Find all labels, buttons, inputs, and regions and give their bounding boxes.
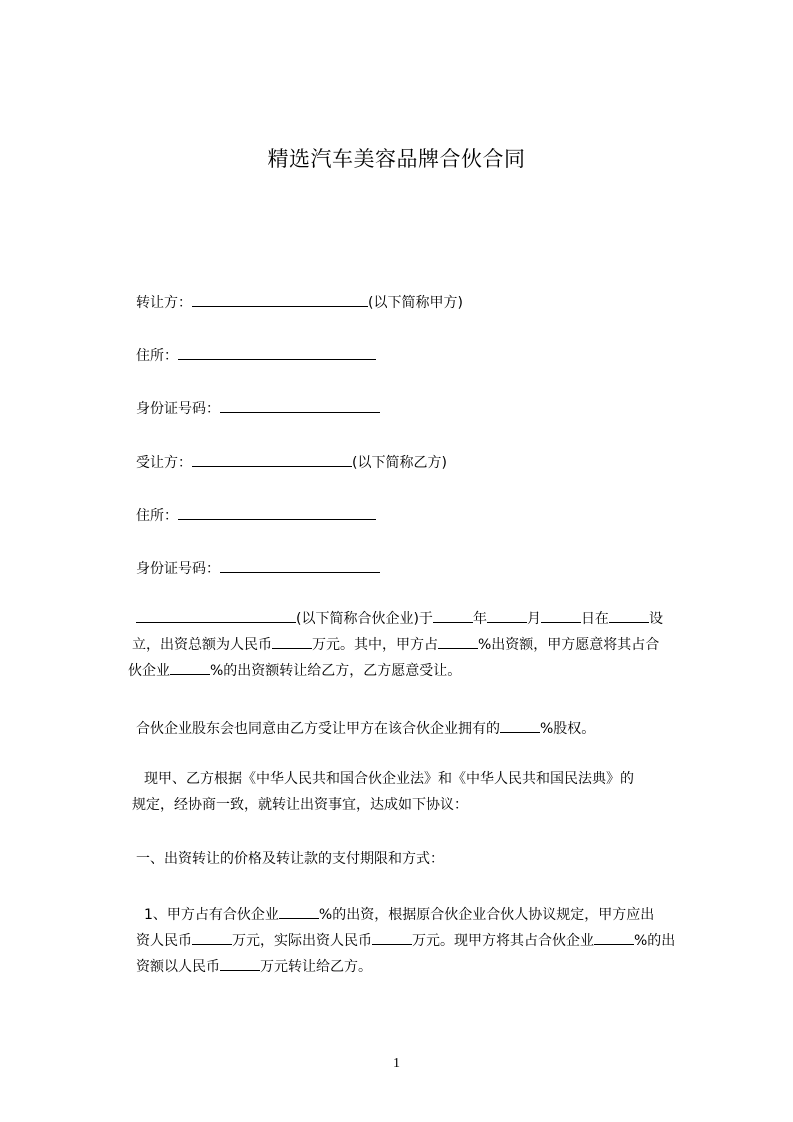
shareholders-paragraph	[136, 718, 595, 738]
capital-share-blank	[279, 904, 319, 919]
enterprise-text-1b: 年	[472, 611, 487, 627]
transferor-line	[136, 292, 463, 312]
month-blank	[487, 608, 527, 623]
section-one-heading: 一、出资转让的价格及转让款的支付期限和方式：	[136, 851, 444, 867]
transferor-id-line	[136, 398, 380, 418]
transferee-suffix: (以下简称乙方)	[352, 455, 447, 471]
transferor-address-line	[136, 345, 376, 365]
enterprise-text-1d: 日在	[580, 611, 609, 627]
clause-one	[136, 902, 709, 980]
day-blank	[541, 608, 581, 623]
page-number: 1	[393, 1056, 400, 1071]
enterprise-paragraph	[128, 606, 701, 684]
enterprise-text-1a: (以下简称合伙企业)于	[296, 611, 433, 627]
shareholders-text-b: %股权。	[540, 721, 596, 737]
clause-one-text-2a: 资人民币	[136, 933, 192, 949]
enterprise-text-2a: 立，出资总额为人民币	[132, 637, 272, 653]
enterprise-text-1c: 月	[526, 611, 541, 627]
transferee-line	[136, 452, 447, 472]
required-capital-blank	[192, 930, 232, 945]
enterprise-text-3a: 伙企业	[128, 663, 170, 679]
enterprise-name-blank	[136, 608, 296, 623]
clause-one-text-3b: 万元转让给乙方。	[260, 959, 372, 975]
clause-one-text-1b: %的出资，根据原合伙企业合伙人协议规定，甲方应出	[318, 907, 655, 923]
enterprise-text-3b: %的出资额转让给乙方，乙方愿意受让。	[210, 663, 462, 679]
basis-row-2: 规定，经协商一致，就转让出资事宜，达成如下协议：	[132, 797, 468, 813]
transferee-address-line	[136, 505, 376, 525]
enterprise-row-2	[132, 632, 701, 658]
enterprise-text-2b: 万元。其中，甲方占	[312, 637, 438, 653]
transferor-label: 转让方：	[136, 295, 192, 311]
transferor-id-blank	[220, 398, 380, 413]
transferor-suffix: (以下简称甲方)	[368, 295, 463, 311]
enterprise-row-1	[136, 606, 701, 632]
transferor-blank	[192, 292, 368, 307]
enterprise-text-1e: 设	[648, 611, 663, 627]
transferee-label: 受让方：	[136, 455, 192, 471]
basis-row-1: 现甲、乙方根据《中华人民共和国合伙企业法》和《中华人民共和国民法典》的	[144, 771, 634, 787]
transfer-price-blank	[220, 956, 260, 971]
clause-one-text-3a: 资额以人民币	[136, 959, 220, 975]
enterprise-text-2c: %出资额，甲方愿意将其占合	[478, 637, 660, 653]
clause-one-text-1a: 1、甲方占有合伙企业	[144, 907, 279, 923]
clause-one-text-2c: 万元。现甲方将其占合伙企业	[412, 933, 594, 949]
transferor-address-label: 住所：	[136, 348, 178, 364]
transferee-address-label: 住所：	[136, 508, 178, 524]
shareholders-text-a: 合伙企业股东会也同意由乙方受让甲方在该合伙企业拥有的	[136, 721, 500, 737]
transfer-capital-share-blank	[594, 930, 634, 945]
transferee-blank	[192, 452, 352, 467]
total-capital-blank	[272, 634, 312, 649]
transferee-id-blank	[220, 558, 380, 573]
equity-share-blank	[500, 718, 540, 733]
transferor-address-blank	[178, 345, 376, 360]
transferee-id-line	[136, 558, 380, 578]
clause-one-text-2b: 万元，实际出资人民币	[232, 933, 372, 949]
clause-one-text-2d: %的出	[634, 933, 676, 949]
transferee-address-blank	[178, 505, 376, 520]
transferor-id-label: 身份证号码：	[136, 401, 220, 417]
enterprise-row-3	[128, 658, 701, 684]
transferee-id-label: 身份证号码：	[136, 561, 220, 577]
year-blank	[433, 608, 473, 623]
clause-one-row-2	[136, 928, 709, 954]
clause-one-row-1	[144, 902, 709, 928]
place-blank	[609, 608, 649, 623]
basis-paragraph	[132, 766, 709, 818]
transfer-share-blank	[170, 660, 210, 675]
party-a-share-blank	[438, 634, 478, 649]
document-title: 精选汽车美容品牌合伙合同	[267, 147, 526, 171]
actual-capital-blank	[372, 930, 412, 945]
clause-one-row-3	[136, 954, 709, 980]
